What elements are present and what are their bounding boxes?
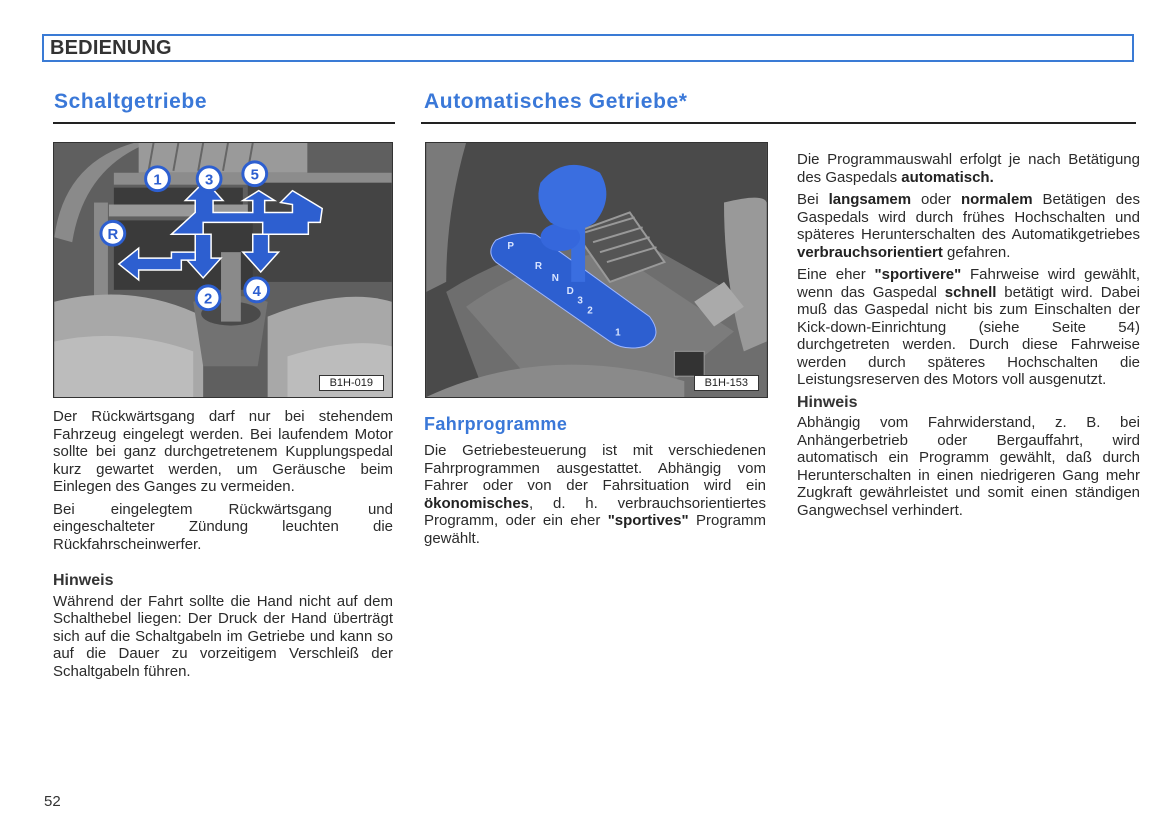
figure-code: B1H-019 [319,375,384,391]
note-text: Abhängig vom Fahrwiderstand, z. B. bei Anhängerbetrieb oder Bergauffahrt, wird automatisch ein Programm gewählt, daß durch Herunterschalten in einen niedrigeren Gang mehr Zugkraft gewährleistet und somit einen ständigen Gangwechsel verhindert. [797,414,1140,519]
section-rule-right [421,122,1136,124]
gear-badge-2 [196,286,220,310]
note-heading: Hinweis [53,572,114,589]
paragraph: Der Rückwärtsgang darf nur bei stehendem Fahrzeug eingelegt werden. Bei laufendem Motor sollte bei ganz durchgetretenem Kupplungspedal kurz gewartet werden, um Geräusche beim Einlegen des Ganges zu vermeiden. [53,408,393,495]
svg-text:2: 2 [203,291,213,308]
gear-badge-3 [197,167,221,191]
figure-code: B1H-153 [694,375,759,391]
svg-text:5: 5 [250,167,259,184]
svg-text:R: R [107,227,119,244]
paragraph: Die Programmauswahl erfolgt je nach Betätigung des Gaspedals automatisch. [797,151,1140,186]
gear-badge-1 [146,167,170,191]
paragraph: Eine eher "sportivere" Fahrweise wird gewählt, wenn das Gaspedal schnell betätigt wird. Dabei muß das Gaspedal nicht bis zum Einschalten der Kick-down-Einrichtung (siehe Seite 54) durchgetreten werden. Durch diese Fahrweise werden durch späteres Hochschalten die Leistungsreserven des Motors voll ausgenutzt. [797,266,1140,388]
gear-badge-5 [243,162,267,186]
right-column-text [797,151,1140,524]
paragraph: Die Getriebesteuerung ist mit verschiedenen Fahrprogrammen ausgestattet. Abhängig vom Fahrer oder von der Fahrsituation wird ein ökonomisches, d. h. verbrauchsorientiertes Programm, oder ein eher "sportives" Programm gewählt. [424,442,766,547]
gear-badge-R [101,221,125,245]
figure-automatic-selector [425,142,768,398]
svg-text:N: N [551,272,559,284]
middle-column-text [424,442,766,552]
section-heading-automatic: Automatisches Getriebe* [424,90,688,113]
automatic-gear-selector-icon [426,143,767,397]
svg-text:2: 2 [587,305,593,317]
section-heading-manual: Schaltgetriebe [54,90,208,113]
subheading-fahrprogramme: Fahrprogramme [424,414,568,434]
page-number: 52 [44,793,61,810]
chapter-header [42,34,1134,62]
left-column-text [53,408,393,685]
paragraph: Bei eingelegtem Rückwärtsgang und eingeschalteter Zündung leuchten die Rückfahrscheinwerfer. [53,500,393,553]
figure-manual-gearshift [53,142,393,398]
svg-text:1: 1 [615,327,621,339]
note-heading: Hinweis [797,393,858,411]
gear-badge-4 [245,278,269,302]
chapter-title: BEDIENUNG [50,37,172,59]
paragraph: Bei langsamem oder normalem Betätigen des Gaspedals wird durch frühes Hochschalten und späteres Herunterschalten des Automatikgetriebes verbrauchsorientiert gefahren. [797,191,1140,261]
svg-text:1: 1 [153,172,162,189]
svg-text:P: P [507,241,514,253]
svg-text:D: D [566,285,574,297]
svg-text:4: 4 [252,283,261,300]
note-text: Während der Fahrt sollte die Hand nicht auf dem Schalthebel liegen: Der Druck der Hand überträgt sich auf die Schaltgabeln im Getriebe und kann so auf die Dauer zu vorzeitigem Verschleiß der Schaltgabeln führen. [53,592,393,680]
svg-text:3: 3 [577,295,583,307]
manual-gearshift-pattern-icon [54,143,392,397]
svg-text:R: R [534,261,543,273]
section-rule-left [53,122,395,124]
svg-text:3: 3 [204,172,214,189]
